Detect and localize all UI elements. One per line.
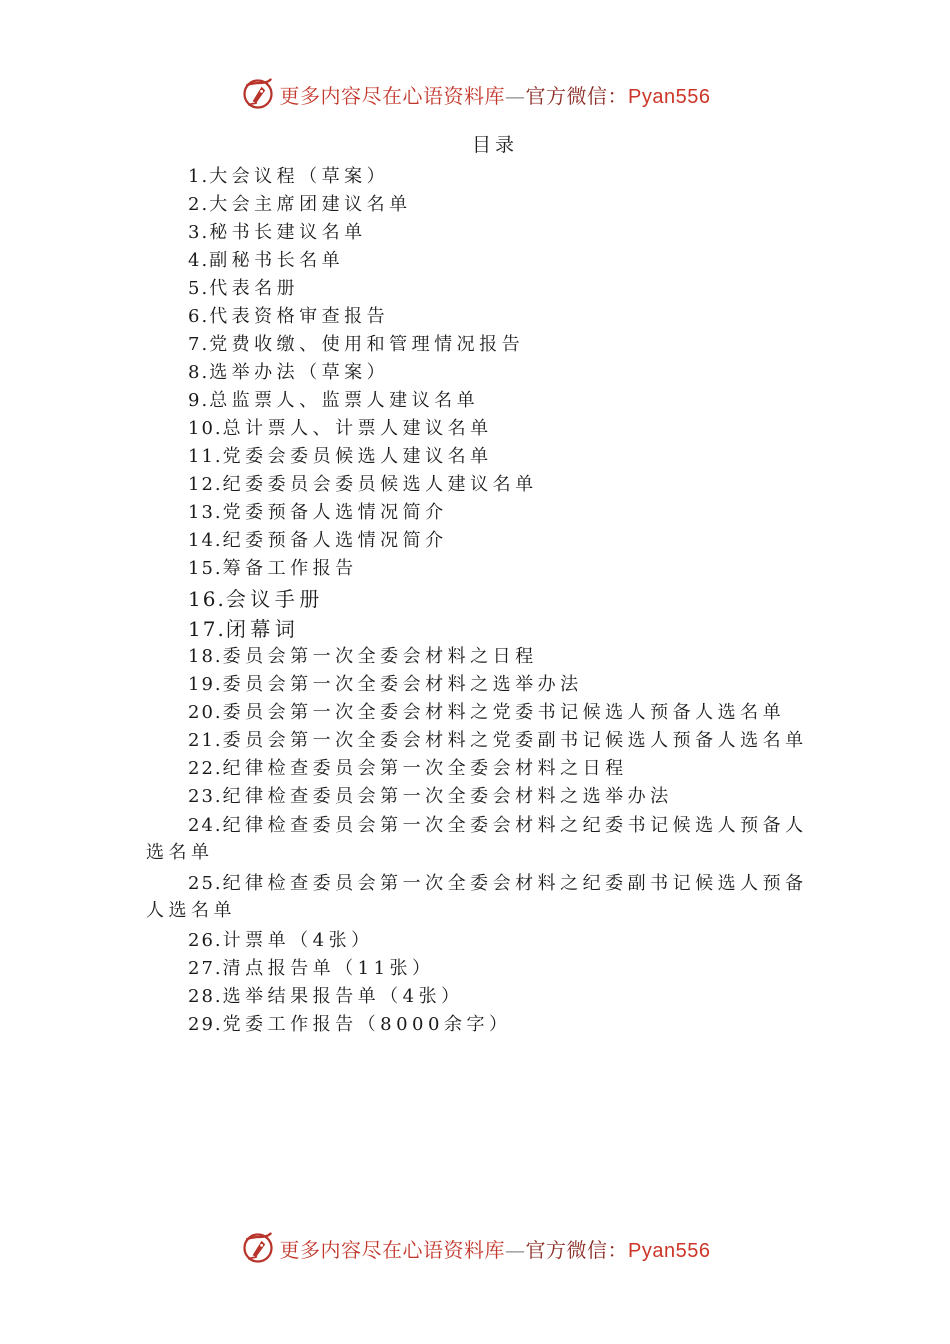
toc-item-number: 13.: [188, 502, 223, 523]
toc-item-text: 秘书长建议名单: [209, 222, 367, 243]
toc-item-text: 副秘书长名单: [209, 250, 345, 271]
toc-item-number: 16.: [188, 587, 226, 611]
toc-item: [146, 304, 826, 332]
toc-item-text: 清点报告单（11张）: [222, 958, 435, 979]
watermark-wechat-id: Pyan556: [628, 85, 711, 108]
toc-item-number: 5.: [188, 278, 210, 299]
toc-item: [146, 928, 826, 956]
toc-item-text: 党费收缴、使用和管理情况报告: [209, 334, 525, 355]
toc-item-text: 党委会委员候选人建议名单: [222, 446, 493, 467]
toc-item: [146, 756, 826, 784]
toc-item-text: 大会主席团建议名单: [209, 194, 412, 215]
toc-item: [146, 700, 826, 728]
toc-item: [146, 276, 826, 304]
toc-item: [146, 812, 826, 870]
toc-item-text: 总监票人、监票人建议名单: [209, 390, 480, 411]
toc-item-number: 15.: [188, 558, 223, 579]
toc-item: [146, 332, 826, 360]
toc-item: [146, 388, 826, 416]
toc-item-text: 党委工作报告（8000余字）: [222, 1014, 512, 1035]
toc-item-text: 闭幕词: [225, 617, 300, 641]
toc-item: [146, 192, 826, 220]
toc-item: [146, 248, 826, 276]
toc-item-number: 10.: [188, 418, 223, 439]
toc-item-text: 会议手册: [225, 587, 324, 611]
toc-item-number: 27.: [188, 958, 223, 979]
watermark-banner-top: [0, 72, 950, 116]
toc-item: [146, 956, 826, 984]
toc-item: [146, 644, 826, 672]
toc-item-text: 纪委委员会委员候选人建议名单: [222, 474, 538, 495]
watermark-wechat-label: 官方微信：: [525, 1237, 629, 1262]
toc-item-number: 7.: [188, 334, 210, 355]
toc-item: [146, 672, 826, 700]
toc-item-number: 23.: [188, 786, 223, 807]
watermark-dash: —: [505, 1237, 526, 1262]
watermark-wechat-label: 官方微信：: [525, 83, 629, 108]
toc-item-text: 纪律检查委员会第一次全委会材料之选举办法: [222, 786, 673, 807]
toc-item: [146, 528, 826, 556]
toc-item-text: 计票单（4张）: [222, 930, 374, 951]
toc-item-text: 委员会第一次全委会材料之党委副书记候选人预备人选名单: [222, 730, 808, 751]
toc-list: [146, 164, 826, 1040]
toc-item-text: 纪律检查委员会第一次全委会材料之日程: [222, 758, 628, 779]
toc-item-text: 选举办法（草案）: [209, 362, 390, 383]
toc-item: [146, 584, 826, 614]
toc-item: [146, 360, 826, 388]
toc-item: [146, 556, 826, 584]
toc-item: [146, 416, 826, 444]
toc-item-number: 20.: [188, 702, 223, 723]
toc-item-text: 纪委预备人选情况简介: [222, 530, 448, 551]
toc-item-number: 3.: [188, 222, 210, 243]
toc-item-number: 8.: [188, 362, 210, 383]
toc-item: [146, 500, 826, 528]
toc-item: [146, 984, 826, 1012]
toc-item-number: 9.: [188, 390, 210, 411]
toc-item-number: 11.: [188, 446, 223, 467]
toc-item-text: 纪律检查委员会第一次全委会材料之纪委副书记候选人预备人选名单: [146, 873, 808, 921]
watermark-wechat-id: Pyan556: [628, 1239, 711, 1262]
toc-item-text: 委员会第一次全委会材料之日程: [222, 646, 538, 667]
toc-item-number: 29.: [188, 1014, 223, 1035]
toc-item-text: 总计票人、计票人建议名单: [222, 418, 493, 439]
toc-item-text: 大会议程（草案）: [209, 166, 390, 187]
toc-item-text: 代表名册: [209, 278, 300, 299]
toc-item-text: 党委预备人选情况简介: [222, 502, 448, 523]
toc-item: [146, 614, 826, 644]
toc-item-text: 纪律检查委员会第一次全委会材料之纪委书记候选人预备人选名单: [146, 815, 808, 863]
watermark-text: [280, 80, 711, 109]
toc-item-text: 选举结果报告单（4张）: [222, 986, 464, 1007]
toc-item: [146, 164, 826, 192]
watermark-brand: 更多内容尽在心语资料库: [279, 1237, 506, 1262]
toc-item-number: 18.: [188, 646, 223, 667]
toc-item-number: 25.: [188, 873, 223, 894]
pen-nib-logo-icon: [240, 76, 276, 112]
watermark-brand: 更多内容尽在心语资料库: [279, 83, 506, 108]
toc-item-number: 22.: [188, 758, 223, 779]
toc-item-number: 28.: [188, 986, 223, 1007]
toc-item-number: 14.: [188, 530, 223, 551]
watermark-text: [280, 1234, 711, 1263]
toc-item-text: 筹备工作报告: [222, 558, 358, 579]
toc-item: [146, 220, 826, 248]
toc-item-number: 12.: [188, 474, 223, 495]
toc-item-text: 委员会第一次全委会材料之选举办法: [222, 674, 583, 695]
toc-item: [146, 472, 826, 500]
toc-item-number: 26.: [188, 930, 223, 951]
toc-item-number: 19.: [188, 674, 223, 695]
toc-item-text: 代表资格审查报告: [209, 306, 390, 327]
toc-item: [146, 444, 826, 472]
toc-item: [146, 784, 826, 812]
toc-title: 目录: [471, 134, 518, 156]
toc-item-text: 委员会第一次全委会材料之党委书记候选人预备人选名单: [222, 702, 786, 723]
toc-item-number: 6.: [188, 306, 210, 327]
toc-item-number: 21.: [188, 730, 223, 751]
toc-item-number: 2.: [188, 194, 210, 215]
pen-nib-logo-icon: [240, 1230, 276, 1266]
toc-item-number: 17.: [188, 617, 226, 641]
toc-item-number: 4.: [188, 250, 210, 271]
watermark-banner-bottom: [0, 1226, 950, 1270]
toc-item: [146, 1012, 826, 1040]
watermark-dash: —: [505, 83, 526, 108]
toc-item: [146, 870, 826, 928]
toc-item-number: 24.: [188, 815, 223, 836]
toc-item: [146, 728, 826, 756]
toc-item-number: 1.: [188, 166, 210, 187]
